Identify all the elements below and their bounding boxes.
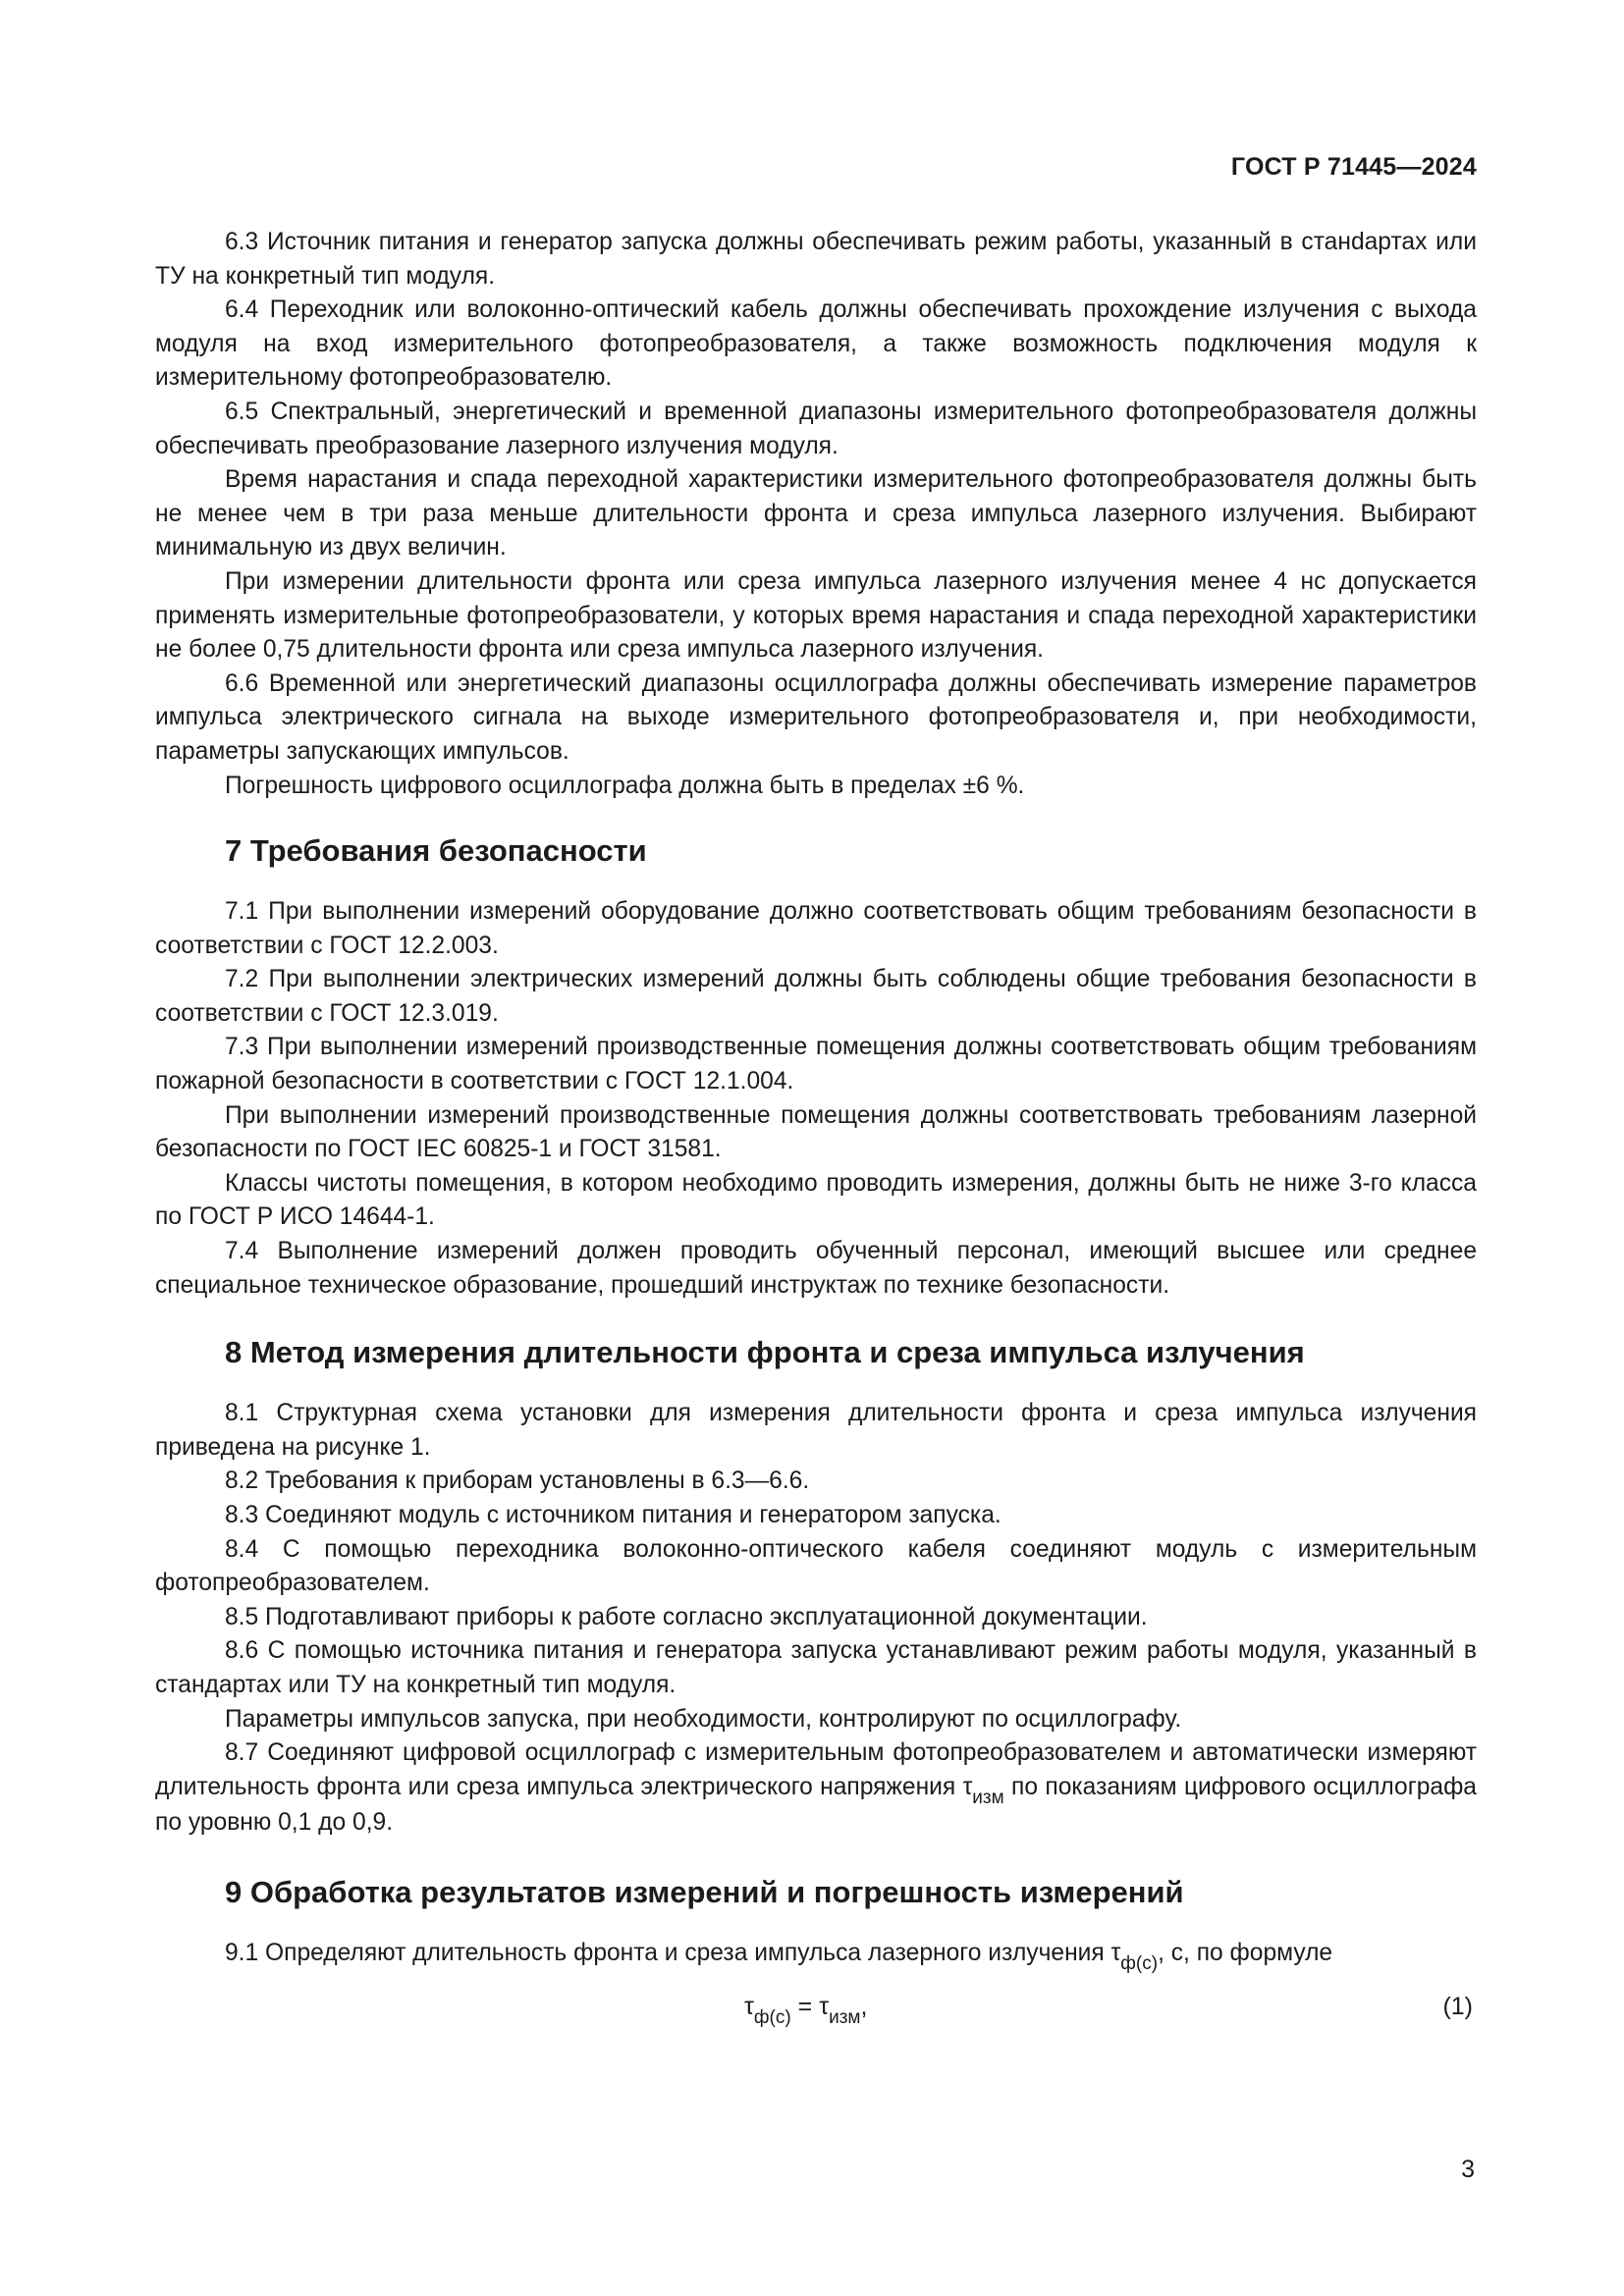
tau-subscript-meas: изм bbox=[972, 1787, 1004, 1808]
tau-subscript-front: ф(с) bbox=[1120, 1952, 1159, 1974]
paragraph-8-2: 8.2 Требования к приборам установлены в 6.3—6.6. bbox=[225, 1468, 810, 1495]
standard-designation: ГОСТ Р 71445—2024 bbox=[1230, 153, 1477, 181]
section-9-heading: 9 Обработка результатов измерений и погрешность измерений bbox=[225, 1874, 1184, 1909]
formula-number: (1) bbox=[1442, 1992, 1473, 2020]
paragraph-8-4: 8.4 С помощью переходника волоконно-оптического кабеля соединяют модуль с измерительным фотопреобразователем. bbox=[155, 1535, 1477, 1597]
paragraph-8-7-text-start: 8.7 Соединяют цифровой осциллограф с измерительным фотопреобразователем и автоматически измеряют длительность фронта или среза импульса электрического напряжения τ bbox=[155, 1739, 1477, 1800]
page-number: 3 bbox=[1461, 2156, 1475, 2183]
paragraph-8-6: 8.6 С помощью источника питания и генератора запуска устанавливают режим работы модуля, указанный в стандартах или ТУ на конкретный тип модуля. bbox=[155, 1637, 1477, 1698]
paragraph-7-4: 7.4 Выполнение измерений должен проводить обученный персонал, имеющий высшее или среднее специальное техническое образование, прошедший инструктаж по технике безопасности. bbox=[155, 1238, 1477, 1299]
formula-1 bbox=[155, 1985, 1477, 2044]
section-7-heading: 7 Требования безопасности bbox=[225, 833, 647, 869]
paragraph-8-7-text-end: по показаниям цифрового осциллографа по уровню 0,1 до 0,9. bbox=[155, 1773, 1477, 1837]
paragraph-8-7 bbox=[155, 1736, 1477, 1841]
formula-equals: = bbox=[790, 1992, 820, 2020]
formula-rhs-symbol: τ bbox=[819, 1992, 830, 2020]
paragraph-6-3: 6.3 Источник питания и генератор запуска должны обеспечивать режим работы, указанный в станdартах или ТУ на конкретный тип модуля. bbox=[155, 229, 1477, 290]
paragraph-7-3-cleanliness: Классы чистоты помещения, в котором необходимо проводить измерения, должны быть не ниже 3-го класса по ГОСТ Р ИСО 14644-1. bbox=[155, 1169, 1477, 1231]
formula-trailing-comma: , bbox=[860, 1992, 868, 2020]
page-content bbox=[155, 226, 1477, 2044]
paragraph-7-1: 7.1 При выполнении измерений оборудование должно соответствовать общим требованиям безопасности в соответствии с ГОСТ 12.2.003. bbox=[155, 898, 1477, 959]
paragraph-7-3-laser-safety: При выполнении измерений производственные помещения должны соответствовать требованиям лазерной безопасности по ГОСТ IEC 60825-1 и ГОСТ 31581. bbox=[155, 1101, 1477, 1163]
paragraph-8-1: 8.1 Структурная схема установки для измерения длительности фронта и среза импульса излучения приведена на рисунке 1. bbox=[155, 1400, 1477, 1461]
paragraph-6-5-short-pulse: При измерении длительности фронта или среза импульса лазерного излучения менее 4 нс допускается применять измерительные фотопреобразователи, у которых время нарастания и спада переходной характеристики не более 0,75 длительности фронта или среза импульса лазерного излучения. bbox=[155, 567, 1477, 664]
paragraph-7-2: 7.2 При выполнении электрических измерений должны быть соблюдены общие требования безопасности в соответствии с ГОСТ 12.3.019. bbox=[155, 966, 1477, 1027]
paragraph-6-5-rise-time: Время нарастания и спада переходной характеристики измерительного фотопреобразователя должны быть не менее чем в три раза меньше длительности фронта и среза импульса лазерного излучения. Выбирают минимальную из двух величин. bbox=[155, 466, 1477, 561]
paragraph-6-4: 6.4 Переходник или волоконно-оптический кабель должны обеспечивать прохождение излучения с выхода модуля на вход измерительного фотопреобразователя, а также возможность подключения модуля к измерительному фотопреобразователю. bbox=[155, 296, 1477, 392]
paragraph-9-1 bbox=[155, 1937, 1477, 1973]
paragraph-8-6-trigger: Параметры импульсов запуска, при необходимости, контролируют по осциллографу. bbox=[225, 1705, 1182, 1733]
section-8-heading: 8 Метод измерения длительности фронта и среза импульса излучения bbox=[225, 1335, 1305, 1370]
paragraph-9-1-text-start: 9.1 Определяют длительность фронта и среза импульса лазерного излучения τ bbox=[225, 1939, 1121, 1966]
paragraph-8-3: 8.3 Соединяют модуль с источником питания и генератором запуска. bbox=[225, 1502, 1001, 1528]
formula-lhs-subscript: ф(с) bbox=[753, 2006, 791, 2028]
paragraph-9-1-text-end: , с, по формуле bbox=[1158, 1939, 1333, 1966]
paragraph-6-6: 6.6 Временной или энергетический диапазоны осциллографа должны обеспечивать измерение параметров импульса электрического сигнала на выходе измерительного фотопреобразователя и, при необходимости, параметры запускающих импульсов. bbox=[155, 669, 1477, 765]
paragraph-7-3: 7.3 При выполнении измерений производственные помещения должны соответствовать общим требованиям пожарной безопасности в соответствии с ГОСТ 12.1.004. bbox=[155, 1034, 1477, 1095]
formula-expression bbox=[744, 1992, 868, 2028]
paragraph-6-5: 6.5 Спектральный, энергетический и временной диапазоны измерительного фотопреобразователя должны обеспечивать преобразование лазерного излучения модуля. bbox=[155, 398, 1477, 459]
paragraph-8-5: 8.5 Подготавливают приборы к работе согласно эксплуатационной документации. bbox=[225, 1603, 1148, 1630]
paragraph-6-6-accuracy: Погрешность цифрового осциллографа должна быть в пределах ±6 %. bbox=[225, 772, 1025, 799]
formula-rhs-subscript: изм bbox=[829, 2006, 861, 2028]
formula-lhs-symbol: τ bbox=[744, 1992, 754, 2020]
